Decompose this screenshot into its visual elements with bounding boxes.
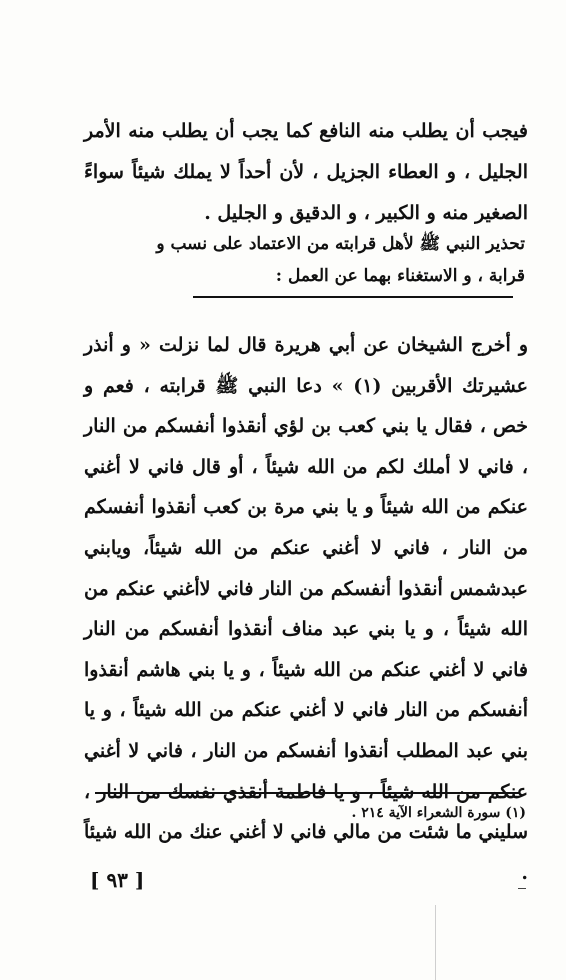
- page-number: [ ٩٣ ]: [90, 868, 145, 892]
- footnote: (١) سورة الشعراء الآية ٢١٤ .: [351, 805, 526, 821]
- margin-mark: [518, 888, 526, 889]
- footnote-divider: [95, 792, 519, 794]
- page-edge-line: [435, 905, 436, 980]
- paragraph-intro: فيجب أن يطلب منه النافع كما يجب أن يطلب منه الأمر الجليل ، و العطاء الجزيل ، لأن أحداً لا يملك شيئاً سواءً الصغير منه و الكبير ، و الدقيق و الجليل .: [84, 120, 528, 224]
- heading-underline: [193, 296, 513, 298]
- section-heading: تحذير النبي ﷺ لأهل قرابته من الاعتماد على نسب و قرابة ، و الاستغناء بهما عن العمل :: [156, 234, 525, 286]
- paragraph-hadith: و أخرج الشيخان عن أبي هريرة قال لما نزلت « و أنذر عشيرتك الأقربين (١) » دعا النبي ﷺ قرابته ، فعم و خص ، فقال يا بني كعب بن لؤي أنقذوا أنفسكم من النار ، فاني لا أملك لكم من الله شيئاً ، أو قال فاني لا أغني عنكم من الله شيئاً و يا بني مرة بن كعب أنقذوا أنفسكم من النار ، فاني لا أغني عنكم من الله شيئاً، ويابني عبدشمس أنقذوا أنفسكم من النار فاني لاأغني عنكم من الله شيئاً ، و يا بني عبد مناف أنقذوا أنفسكم من النار فاني لا أغني عنكم من الله شيئاً ، و يا بني هاشم أنقذوا أنفسكم من النار فاني لا أغني عنكم من الله شيئاً ، و يا بني عبد المطلب أنقذوا أنفسكم من النار ، فاني لا أغني عنكم من الله شيئاً ، و يا فاطمة أنقذي نفسك من النار ، سليني ما شئت من مالي فاني لا أغني عنك من الله شيئاً .: [84, 334, 528, 884]
